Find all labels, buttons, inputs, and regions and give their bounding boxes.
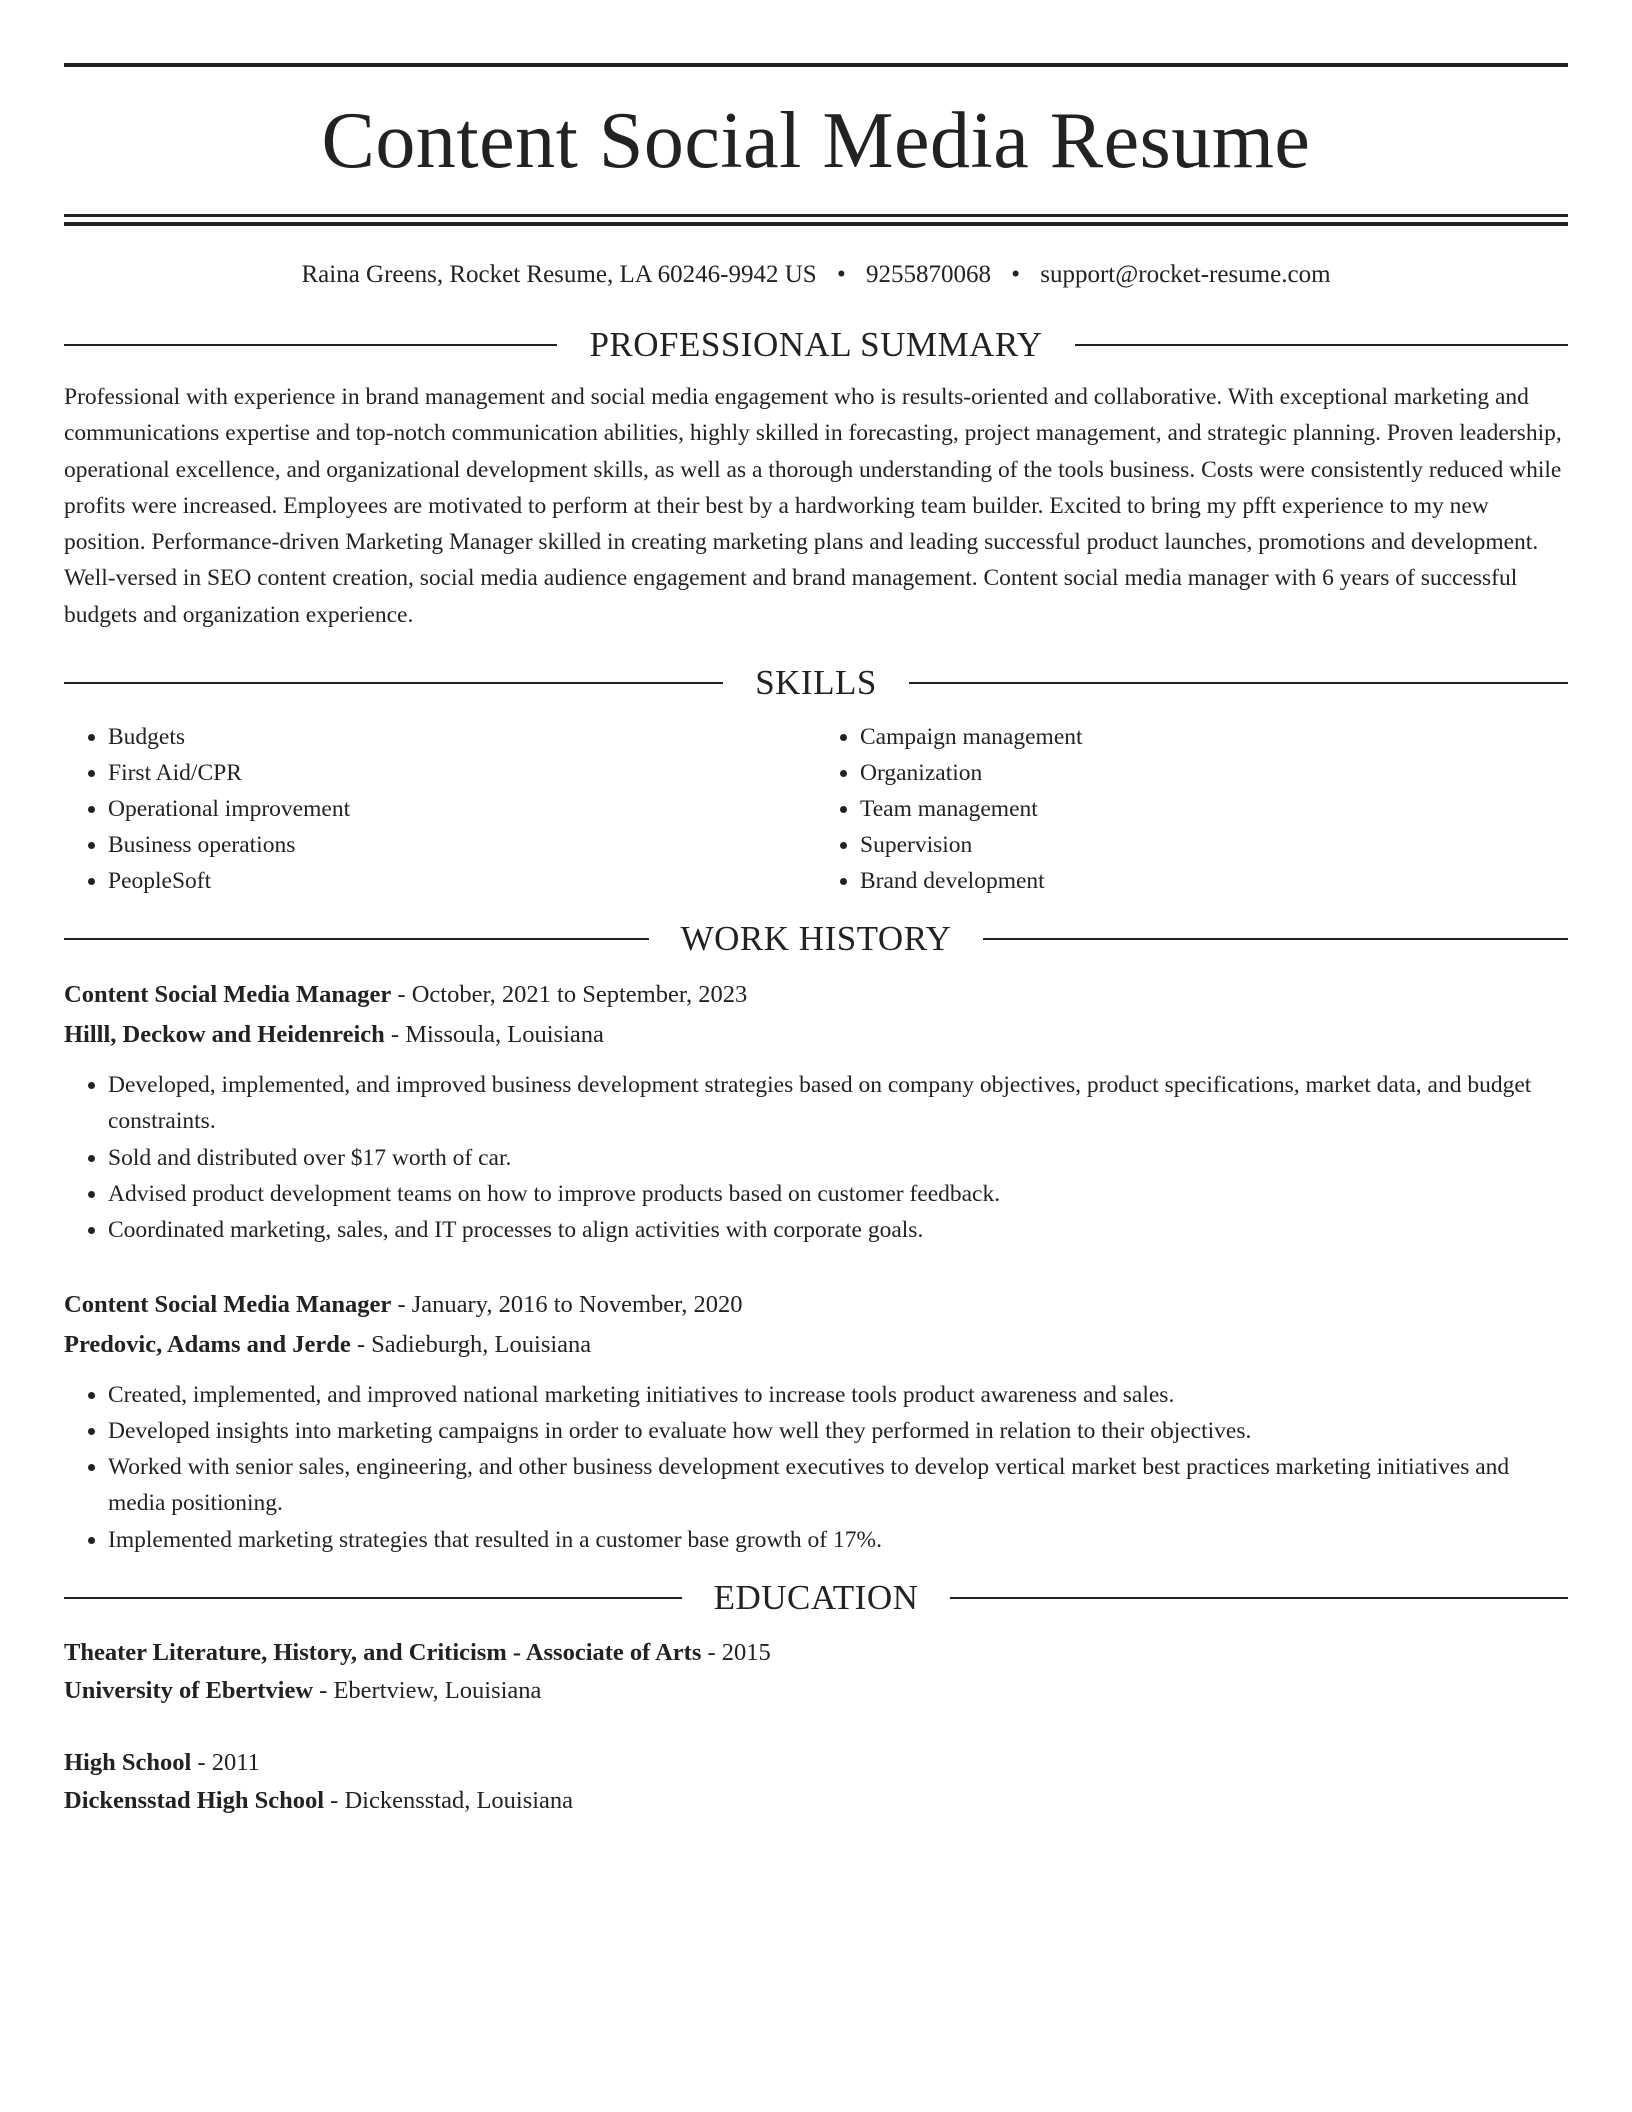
job-bullet: • Developed insights into marketing campaigns in order to evaluate how well they performed in relation to their objectives. [108,1413,1568,1449]
heading-rule [64,1597,682,1599]
job-entry [64,975,1568,1248]
job-bullet: • Sold and distributed over $17 worth of car. [108,1140,1568,1176]
education-year: - 2015 [701,1639,771,1667]
job-company-line [64,1325,1568,1365]
resume-page [64,63,1568,1820]
contact-line [64,260,1568,290]
skills-column-left [64,719,816,899]
job-bullet: • Advised product development teams on how to improve products based on customer feedback. [108,1176,1568,1212]
education-degree-line [64,1634,1568,1672]
education-school: University of Ebertview [64,1677,314,1705]
job-bullet: • Developed, implemented, and improved business development strategies based on company objectives, product specifications, market data, and budget constraints. [108,1067,1568,1140]
heading-rule [1075,344,1568,346]
work-section-heading [64,919,1568,959]
heading-rule [64,938,649,940]
skill-item: • Brand development [860,863,1568,899]
education-year: - 2011 [191,1749,260,1777]
heading-rule [950,1597,1568,1599]
skills-column-right [816,719,1568,899]
education-section-heading [64,1578,1568,1618]
education-degree-line [64,1744,1568,1782]
work-heading-label: WORK HISTORY [680,919,952,959]
education-location: - Dickensstad, Louisiana [324,1787,574,1815]
skill-item: • Campaign management [860,719,1568,755]
heading-rule [909,682,1568,684]
job-title-line [64,975,1568,1015]
job-title: Content Social Media Manager [64,981,392,1009]
education-heading-label: EDUCATION [713,1578,919,1618]
job-entry [64,1285,1568,1558]
education-location: - Ebertview, Louisiana [313,1677,542,1705]
job-bullet: • Implemented marketing strategies that resulted in a customer base growth of 17%. [108,1522,1568,1558]
job-bullets [64,1067,1568,1248]
contact-address: Raina Greens, Rocket Resume, LA 60246-9942 US [301,261,817,288]
top-rule [64,63,1568,67]
title-double-rule [64,214,1568,226]
skill-item: • First Aid/CPR [108,755,816,791]
skill-item: • Business operations [108,827,816,863]
job-company: Predovic, Adams and Jerde [64,1330,351,1358]
heading-rule [64,682,723,684]
skills-section-heading [64,663,1568,703]
education-school-line [64,1782,1568,1820]
contact-separator: • [836,261,846,288]
summary-text: Professional with experience in brand management and social media engagement who is results-oriented and collaborative. With exceptional marketing and communications expertise and top-notch communication abilities, highly skilled in forecasting, project management, and strategic planning. Proven leadership, operational excellence, and organizational development skills, as well as a thorough understanding of the tools business. Costs were consistently reduced while profits were increased. Employees are motivated to perform at their best by a hardworking team builder. Excited to bring my pfft experience to my new position. Performance-driven Marketing Manager skilled in creating marketing plans and leading successful product launches, promotions and development. Well-versed in SEO content creation, social media audience engagement and brand management. Content social media manager with 6 years of successful budgets and organization experience. [64,384,1562,628]
job-company: Hilll, Deckow and Heidenreich [64,1021,385,1049]
heading-rule [64,344,557,346]
job-title: Content Social Media Manager [64,1290,392,1318]
job-dates: - January, 2016 to November, 2020 [391,1290,743,1318]
job-bullet: • Coordinated marketing, sales, and IT processes to align activities with corporate goals. [108,1212,1568,1248]
skill-item: • Supervision [860,827,1568,863]
skill-item: • Team management [860,791,1568,827]
contact-email: support@rocket-resume.com [1040,261,1331,288]
job-title-line [64,1285,1568,1325]
heading-rule [983,938,1568,940]
job-dates: - October, 2021 to September, 2023 [391,981,748,1009]
summary-section-heading [64,325,1568,365]
education-degree: Theater Literature, History, and Criticism - Associate of Arts [64,1639,702,1667]
education-school: Dickensstad High School [64,1787,325,1815]
skill-item: • PeopleSoft [108,863,816,899]
contact-phone: 9255870068 [865,261,991,288]
job-company-line [64,1015,1568,1055]
job-location: - Missoula, Louisiana [384,1021,604,1049]
page-title: Content Social Media Resume [321,97,1311,185]
education-degree: High School [64,1749,192,1777]
summary-heading-label: PROFESSIONAL SUMMARY [589,325,1043,364]
job-location: - Sadieburgh, Louisiana [350,1330,592,1358]
skills-heading-label: SKILLS [755,663,877,703]
education-entry [64,1744,1568,1820]
education-school-line [64,1672,1568,1710]
contact-separator: • [1011,261,1020,288]
job-bullet: • Worked with senior sales, engineering, and other business development executives to develop vertical market best practices marketing initiatives and media positioning. [108,1449,1568,1522]
skills-list [64,719,1568,899]
job-bullet: • Created, implemented, and improved national marketing initiatives to increase tools product awareness and sales. [108,1377,1568,1413]
skill-item: • Organization [860,755,1568,791]
skill-item: • Budgets [108,719,816,755]
skill-item: • Operational improvement [108,791,816,827]
job-bullets [64,1377,1568,1558]
education-entry [64,1634,1568,1710]
